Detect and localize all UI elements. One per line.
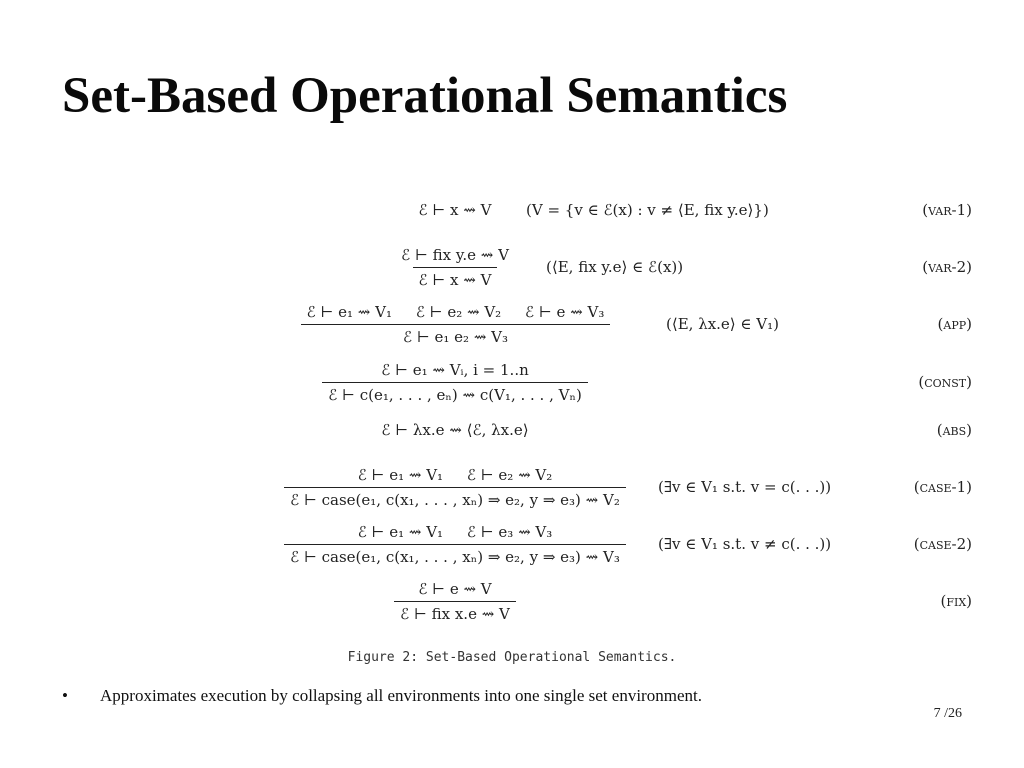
rule-side-condition: (⟨E, fix y.e⟩ ∈ ℰ(x)) [546, 258, 684, 276]
rule-side-condition: (∃v ∈ V₁ s.t. v ≠ c(. . .)) [658, 535, 832, 553]
rule-conclusion: ℰ ⊢ case(e₁, c(x₁, . . . , xₙ) ⇒ e₂, y ⇒ e₃) ⇝ V₂ [284, 487, 626, 509]
rule-name: (fix) [940, 592, 972, 610]
rule-fraction [301, 303, 611, 346]
rule-name: (abs) [936, 421, 972, 439]
rule-case-1 [0, 462, 1024, 512]
rule-conclusion: ℰ ⊢ e₁ e₂ ⇝ V₃ [301, 324, 611, 346]
rule-premise: ℰ ⊢ e₁ ⇝ V₁ ℰ ⊢ e₂ ⇝ V₂ ℰ ⊢ e ⇝ V₃ [306, 302, 605, 321]
rule-premise: ℰ ⊢ fix y.e ⇝ V [401, 245, 509, 264]
rule-premise: ℰ ⊢ e₁ ⇝ Vᵢ, i = 1..n [381, 360, 529, 379]
rule-fraction [322, 361, 588, 404]
rule-const [0, 357, 1024, 407]
rule-fraction [284, 466, 626, 509]
rule-conclusion: ℰ ⊢ x ⇝ V [413, 267, 498, 289]
page-number: 7 /26 [933, 706, 962, 721]
rule-abs [0, 416, 1024, 444]
rule-fraction [395, 246, 515, 289]
rule-var-2 [0, 242, 1024, 292]
slide-title: Set-Based Operational Semantics [62, 68, 788, 124]
rule-side-condition: (⟨E, λx.e⟩ ∈ V₁) [666, 315, 779, 333]
rule-judgement: ℰ ⊢ λx.e ⇝ ⟨ℰ, λx.e⟩ [381, 421, 529, 439]
rule-name: (var-1) [922, 201, 972, 219]
rule-case-2 [0, 519, 1024, 569]
rule-name: (case-1) [913, 478, 972, 496]
rule-judgement: ℰ ⊢ x ⇝ V [418, 201, 492, 219]
rule-app [0, 299, 1024, 349]
rule-fraction [284, 523, 626, 566]
rule-var-1 [0, 196, 1024, 224]
rule-name: (var-2) [922, 258, 972, 276]
rule-premise: ℰ ⊢ e₁ ⇝ V₁ ℰ ⊢ e₂ ⇝ V₂ [357, 465, 553, 484]
rule-name: (const) [918, 373, 972, 391]
rule-conclusion: ℰ ⊢ case(e₁, c(x₁, . . . , xₙ) ⇒ e₂, y ⇒ e₃) ⇝ V₃ [284, 544, 626, 566]
rule-fraction [394, 580, 516, 623]
bullet-dot-icon: • [62, 686, 68, 705]
bullet-item [62, 686, 702, 706]
rule-premise: ℰ ⊢ e₁ ⇝ V₁ ℰ ⊢ e₃ ⇝ V₃ [357, 522, 553, 541]
rule-conclusion: ℰ ⊢ fix x.e ⇝ V [394, 601, 516, 623]
rule-name: (case-2) [913, 535, 972, 553]
rule-side-condition: (V = {v ∈ ℰ(x) : v ≠ ⟨E, fix y.e⟩}) [526, 201, 769, 219]
bullet-text: Approximates execution by collapsing all environments into one single set environment. [100, 686, 702, 705]
rule-name: (app) [937, 315, 972, 333]
rule-conclusion: ℰ ⊢ c(e₁, . . . , eₙ) ⇝ c(V₁, . . . , Vₙ) [322, 382, 588, 404]
rule-side-condition: (∃v ∈ V₁ s.t. v = c(. . .)) [658, 478, 832, 496]
figure-caption: Figure 2: Set-Based Operational Semantics. [347, 650, 677, 665]
rule-fix [0, 576, 1024, 626]
rule-premise: ℰ ⊢ e ⇝ V [418, 579, 492, 598]
